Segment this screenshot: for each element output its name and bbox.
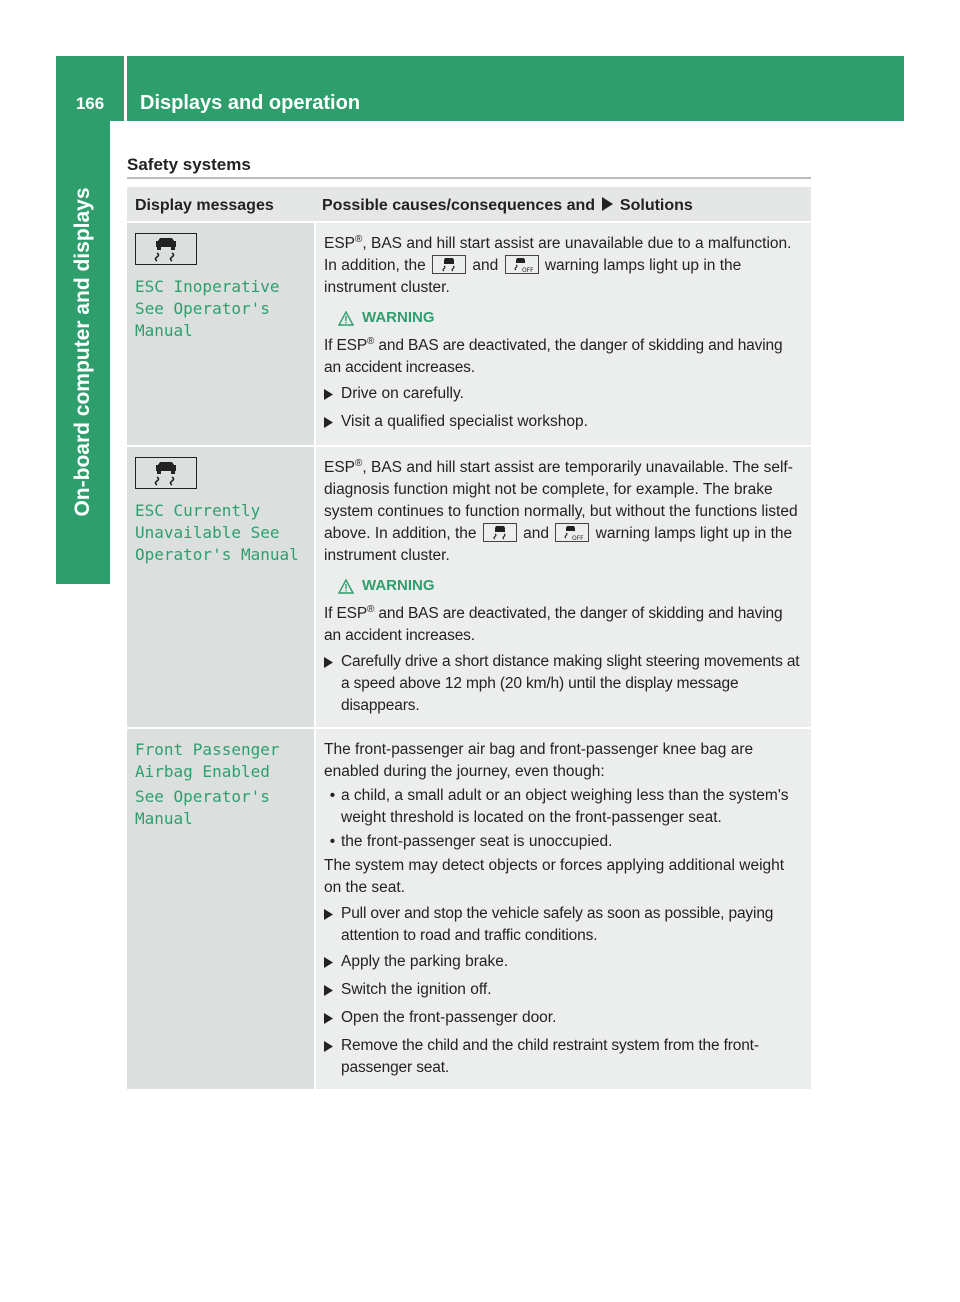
cause-paragraph <box>324 457 803 567</box>
play-arrow-icon <box>324 1013 333 1024</box>
play-arrow-icon <box>324 985 333 996</box>
play-arrow-icon <box>601 197 613 211</box>
bullet-text: a child, a small adult or an object weighing less than the system's weight threshold is located on the front-passenger seat. <box>341 787 789 826</box>
play-arrow-icon <box>324 417 333 428</box>
side-tab-label: On-board computer and displays <box>71 187 94 517</box>
causes-cell <box>316 223 811 445</box>
step-text: Open the front-passenger door. <box>341 1009 557 1026</box>
page-title: Displays and operation <box>140 92 361 114</box>
display-message-line: ESC Currently <box>135 501 261 520</box>
text-and: and <box>472 257 499 274</box>
section-title: Safety systems <box>127 155 251 174</box>
play-arrow-icon <box>324 657 333 668</box>
svg-text:OFF: OFF <box>521 267 534 273</box>
display-message-line: Unavailable See <box>135 523 280 542</box>
step-text: Apply the parking brake. <box>341 953 509 970</box>
solution-step <box>324 651 803 717</box>
esp-off-icon <box>505 255 539 274</box>
play-arrow-icon <box>324 1041 333 1052</box>
header-divider <box>124 56 127 121</box>
step-text: Carefully drive a short distance making slight steering movements at a speed above 12 mph (20 km/h) until the display message disappears. <box>341 653 800 714</box>
solution-step <box>324 903 803 947</box>
play-arrow-icon <box>324 909 333 920</box>
text-cause: , BAS and hill start assist are unavailable due to a malfunction. In addition, the <box>324 235 792 274</box>
registered-mark: ® <box>355 457 363 469</box>
table-row <box>127 729 811 1089</box>
causes-cell <box>316 447 811 727</box>
solution-step <box>324 1035 803 1079</box>
column-header-causes <box>314 187 811 221</box>
list-item <box>324 785 803 829</box>
warning-triangle-icon <box>338 579 354 594</box>
display-message-cell <box>127 729 314 1089</box>
display-messages-table <box>127 187 811 1091</box>
table-row <box>127 447 811 727</box>
bullet-text: the front-passenger seat is unoccupied. <box>341 833 613 850</box>
step-text: Drive on carefully. <box>341 385 464 402</box>
step-text: Visit a qualified specialist workshop. <box>341 413 588 430</box>
esp-skid-icon <box>135 233 197 265</box>
solution-step <box>324 979 803 1003</box>
column-header-display-messages: Display messages <box>135 197 274 214</box>
esp-skid-icon <box>483 523 517 542</box>
display-message-line: Front Passenger <box>135 740 280 759</box>
text-esp: ESP <box>324 235 356 252</box>
display-message-line: See Operator's <box>135 299 270 318</box>
column-header-causes-suffix: Solutions <box>619 197 693 214</box>
page-number: 166 <box>75 94 105 113</box>
table-header <box>127 187 811 221</box>
esp-off-icon <box>555 523 589 542</box>
warning-label: WARNING <box>362 577 435 594</box>
text-warning-lamps: warning lamps light up in the instrument cluster. <box>324 525 793 564</box>
text-esp: ESP <box>324 459 356 476</box>
registered-mark: ® <box>367 603 375 615</box>
display-message-line: Manual <box>135 809 193 828</box>
warning-triangle-icon <box>338 311 354 326</box>
text-if-esp: If ESP <box>324 605 368 622</box>
play-arrow-icon <box>324 957 333 968</box>
solution-step <box>324 383 803 407</box>
display-message-line: Operator's Manual <box>135 545 299 564</box>
display-message-cell <box>127 447 314 727</box>
text-danger: and BAS are deactivated, the danger of skidding and having an accident increases. <box>324 605 783 644</box>
table-row <box>127 223 811 445</box>
solution-step <box>324 411 803 435</box>
display-message-line: See Operator's <box>135 787 270 806</box>
text-danger: and BAS are deactivated, the danger of skidding and having an accident increases. <box>324 337 783 376</box>
step-text: Remove the child and the child restraint system from the front-passenger seat. <box>341 1037 759 1076</box>
step-text: Switch the ignition off. <box>341 981 492 998</box>
esp-skid-icon <box>135 457 197 489</box>
bullet-icon: • <box>329 787 336 804</box>
column-header-causes-prefix: Possible causes/consequences and <box>322 197 596 214</box>
step-text: Pull over and stop the vehicle safely as soon as possible, paying attention to road and traffic conditions. <box>341 905 774 944</box>
display-message-cell <box>127 223 314 445</box>
display-message-line: ESC Inoperative <box>135 277 280 296</box>
warning-heading <box>338 307 803 329</box>
text-cause: , BAS and hill start assist are temporarily unavailable. The self-diagnosis function might not be complete, for example. The brake system continues to function normally, but without the functions listed above. In addition, the <box>324 459 798 542</box>
solution-step <box>324 951 803 975</box>
display-message-line: Airbag Enabled <box>135 762 270 781</box>
causes-cell <box>316 729 811 1089</box>
warning-text <box>324 603 803 647</box>
cause-paragraph: The front-passenger air bag and front-passenger knee bag are enabled during the journey, even though: <box>324 741 754 780</box>
registered-mark: ® <box>367 335 375 347</box>
solution-step <box>324 1007 803 1031</box>
bullet-icon: • <box>329 833 336 850</box>
svg-text:OFF: OFF <box>572 535 584 541</box>
registered-mark: ® <box>355 233 363 245</box>
warning-text <box>324 335 803 379</box>
warning-heading <box>338 575 803 597</box>
cause-paragraph: The system may detect objects or forces applying additional weight on the seat. <box>324 857 785 896</box>
warning-label: WARNING <box>362 309 435 326</box>
cause-paragraph <box>324 233 803 299</box>
list-item <box>324 831 803 853</box>
section-rule <box>127 177 811 179</box>
text-warning-lamps: warning lamps light up in the instrument cluster. <box>324 257 742 296</box>
esp-skid-icon <box>432 255 466 274</box>
display-message-line: Manual <box>135 321 193 340</box>
text-and: and <box>523 525 550 542</box>
play-arrow-icon <box>324 389 333 400</box>
text-if-esp: If ESP <box>324 337 368 354</box>
